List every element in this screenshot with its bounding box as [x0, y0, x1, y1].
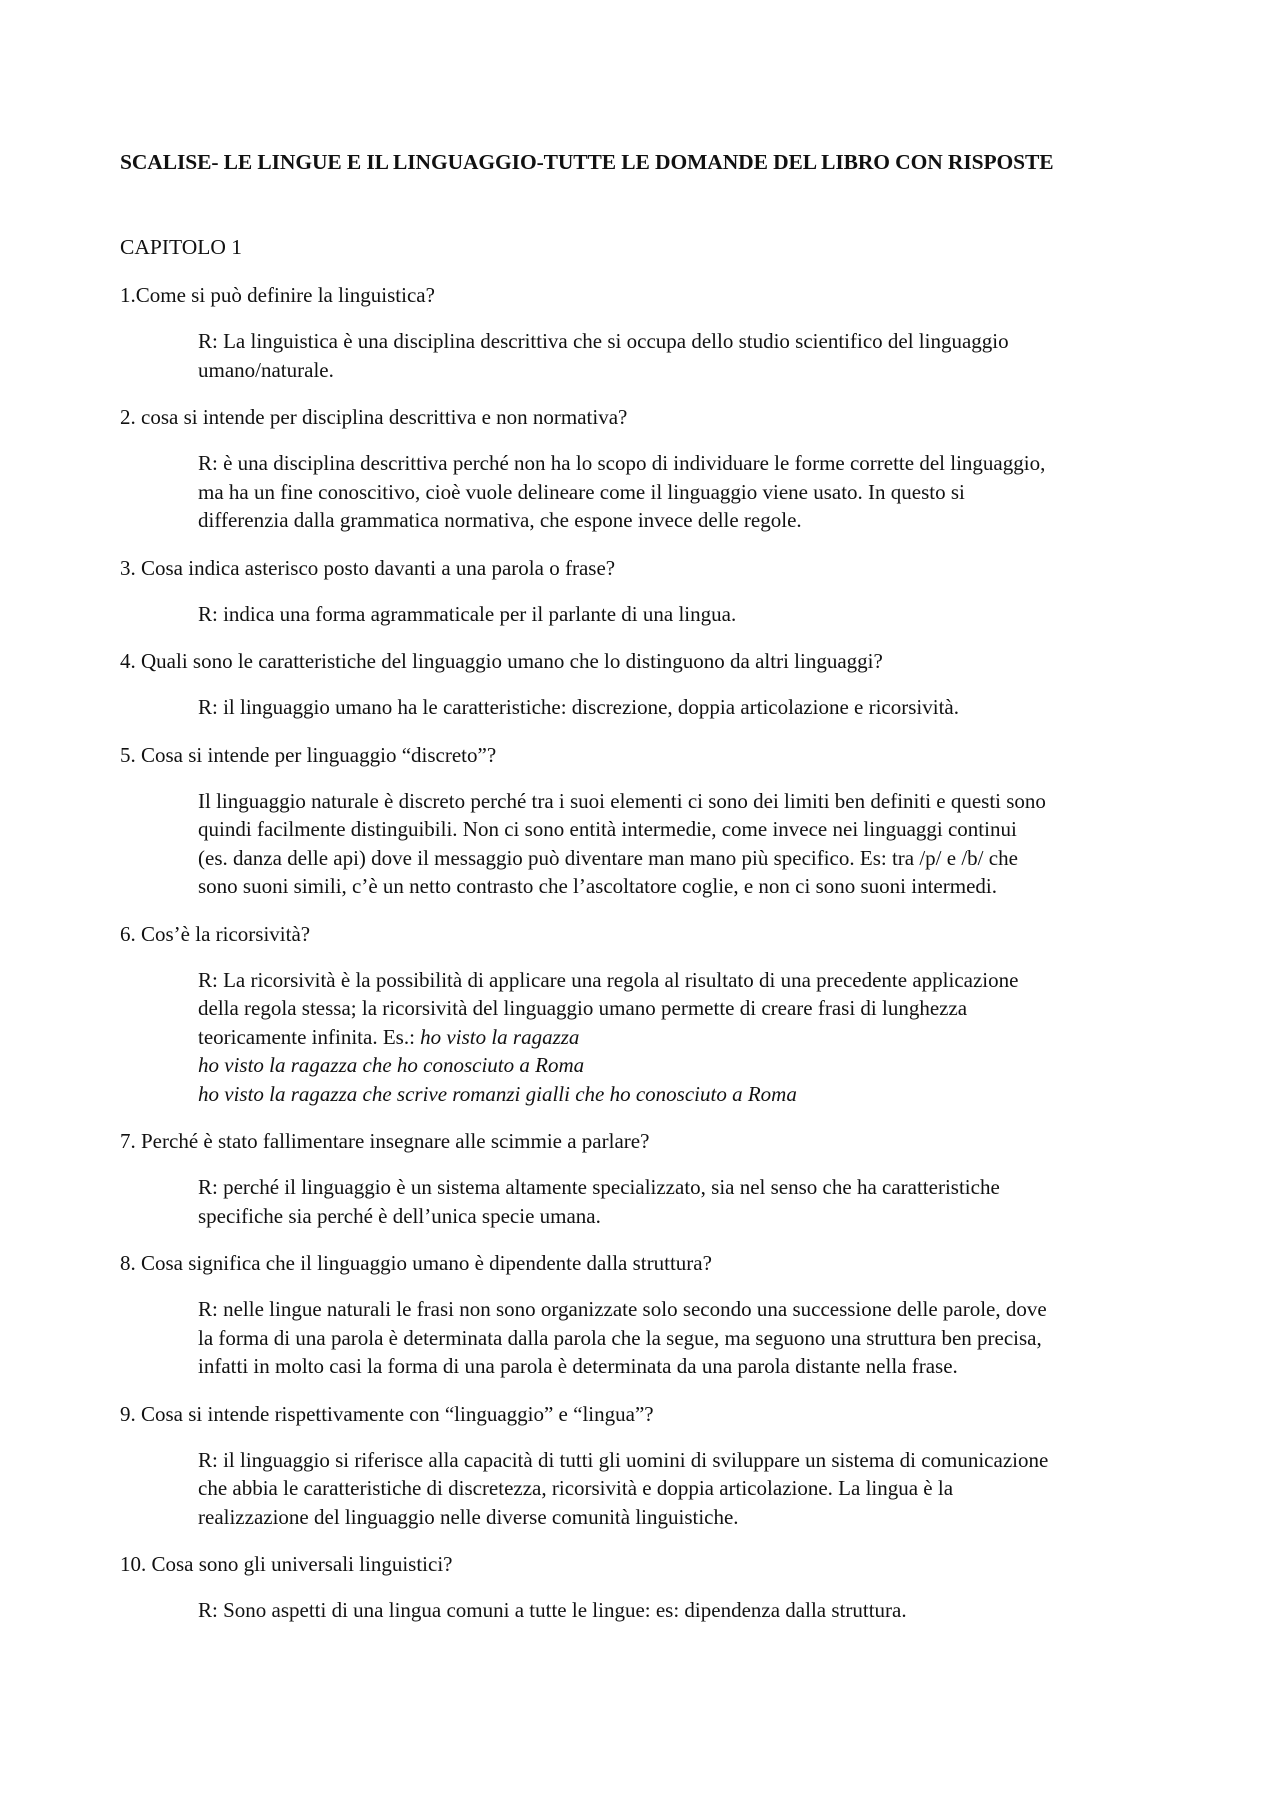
answer-line: R: La linguistica è una disciplina descrittiva che si occupa dello studio scientifico del linguaggio: [198, 329, 1009, 353]
example-sentence: ho visto la ragazza che scrive romanzi gialli che ho conosciuto a Roma: [198, 1081, 797, 1106]
example-sentence: ho visto la ragazza che ho conosciuto a Roma: [198, 1053, 585, 1077]
answer-line: R: perché il linguaggio è un sistema altamente specializzato, sia nel senso che ha caratteristiche: [198, 1175, 1000, 1199]
answer-text: [198, 1295, 1198, 1381]
chapter-heading: CAPITOLO 1: [120, 235, 243, 259]
answer-line: R: indica una forma agrammaticale per il parlante di una lingua.: [198, 601, 737, 626]
answer-text: [198, 327, 1198, 384]
answer-line: la forma di una parola è determinata dalla parola che la segue, ma seguono una struttura ben precisa,: [198, 1325, 1042, 1350]
answer-line: R: il linguaggio umano ha le caratteristiche: discrezione, doppia articolazione e ricorsività.: [198, 695, 959, 719]
qa-item: [120, 281, 1160, 384]
answer-text: [198, 449, 1198, 535]
answer-line: R: Sono aspetti di una lingua comuni a tutte le lingue: es: dipendenza dalla struttura.: [198, 1598, 907, 1622]
qa-item: [120, 403, 1160, 535]
qa-item: [120, 1550, 1160, 1625]
qa-item: [120, 1127, 1160, 1230]
qa-item: [120, 920, 1160, 1109]
answer-example-lead: teoricamente infinita. Es.:: [198, 1024, 421, 1049]
answer-line: sono suoni simili, c’è un netto contrasto che l’ascoltatore coglie, e non ci sono suoni intermedi.: [198, 874, 997, 898]
answer-line: differenzia dalla grammatica normativa, che espone invece delle regole.: [198, 508, 802, 532]
question-text: 7. Perché è stato fallimentare insegnare alle scimmie a parlare?: [120, 1129, 650, 1153]
qa-item: [120, 741, 1160, 901]
answer-line: infatti in molto casi la forma di una parola è determinata da una parola distante nella frase.: [198, 1354, 958, 1378]
qa-item: [120, 554, 1160, 629]
answer-line: R: nelle lingue naturali le frasi non sono organizzate solo secondo una successione delle parole, dove: [198, 1297, 1047, 1321]
answer-text: [198, 787, 1198, 901]
answer-line: R: il linguaggio si riferisce alla capacità di tutti gli uomini di sviluppare un sistema di comunicazione: [198, 1447, 1049, 1472]
answer-line: R: è una disciplina descrittiva perché non ha lo scopo di individuare le forme corrette del linguaggio,: [198, 451, 1046, 475]
qa-item: [120, 1249, 1160, 1381]
example-sentence: ho visto la ragazza: [420, 1024, 580, 1049]
answer-line: umano/naturale.: [198, 357, 334, 382]
answer-text: [198, 1173, 1198, 1230]
answer-line: che abbia le caratteristiche di discretezza, ricorsività e doppia articolazione. La lingua è la: [198, 1476, 954, 1500]
answer-text: [198, 1596, 1198, 1625]
answer-line: R: La ricorsività è la possibilità di applicare una regola al risultato di una precedente applicazione: [198, 967, 1019, 992]
document-title: SCALISE- LE LINGUE E IL LINGUAGGIO-TUTTE LE DOMANDE DEL LIBRO CON RISPOSTE: [120, 150, 1054, 174]
question-text: 3. Cosa indica asterisco posto davanti a una parola o frase?: [120, 555, 616, 580]
answer-text: [198, 1446, 1198, 1532]
answer-line: quindi facilmente distinguibili. Non ci sono entità intermedie, come invece nei linguaggi continui: [198, 817, 1017, 841]
qa-item: [120, 647, 1160, 722]
question-text: 6. Cos’è la ricorsività?: [120, 921, 311, 946]
answer-line: realizzazione del linguaggio nelle diverse comunità linguistiche.: [198, 1504, 739, 1529]
question-text: 4. Quali sono le caratteristiche del linguaggio umano che lo distinguono da altri linguaggi?: [120, 649, 883, 673]
question-text: 8. Cosa significa che il linguaggio umano è dipendente dalla struttura?: [120, 1251, 712, 1275]
answer-line: della regola stessa; la ricorsività del linguaggio umano permette di creare frasi di lunghezza: [198, 996, 968, 1020]
answer-text: [198, 693, 1198, 722]
qa-list: [120, 281, 1160, 1625]
answer-text: [198, 966, 1198, 1109]
answer-line: specifiche sia perché è dell’unica specie umana.: [198, 1203, 601, 1228]
answer-text: [198, 600, 1198, 629]
qa-item: [120, 1400, 1160, 1532]
question-text: 9. Cosa si intende rispettivamente con “linguaggio” e “lingua”?: [120, 1401, 654, 1426]
question-text: 1.Come si può definire la linguistica?: [120, 283, 435, 307]
answer-line: Il linguaggio naturale è discreto perché tra i suoi elementi ci sono dei limiti ben definiti e questi sono: [198, 788, 1046, 813]
answer-line: (es. danza delle api) dove il messaggio può diventare man mano più specifico. Es: tra /p/ e /b/ che: [198, 845, 1018, 870]
question-text: 2. cosa si intende per disciplina descrittiva e non normativa?: [120, 405, 628, 429]
answer-line: ma ha un fine conoscitivo, cioè vuole delineare come il linguaggio viene usato. In questo si: [198, 479, 965, 504]
question-text: 5. Cosa si intende per linguaggio “discreto”?: [120, 742, 497, 767]
answer-line: [198, 1023, 1198, 1052]
question-text: 10. Cosa sono gli universali linguistici?: [120, 1552, 453, 1576]
